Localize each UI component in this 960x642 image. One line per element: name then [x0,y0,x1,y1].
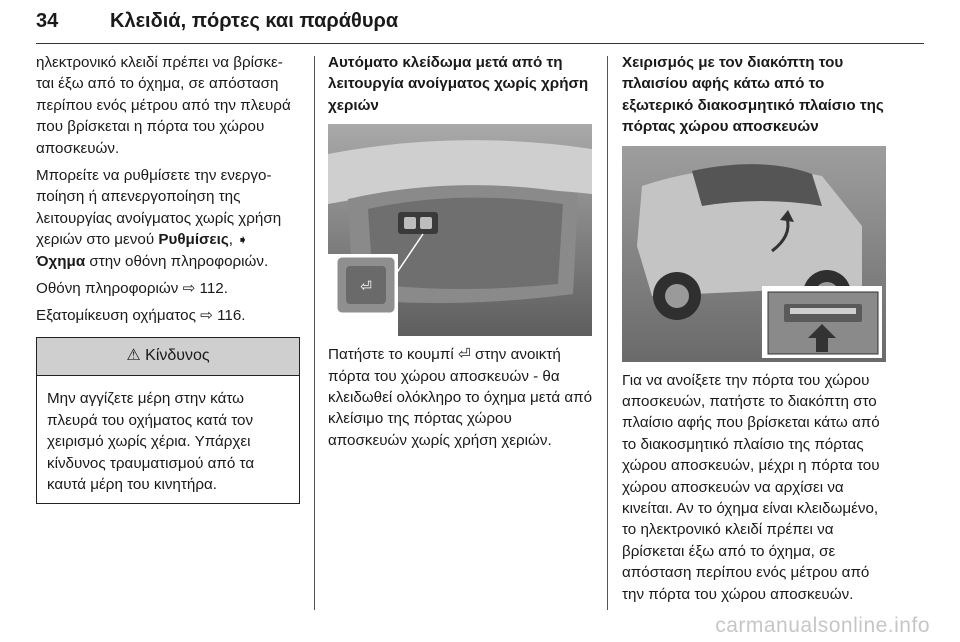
menu-vehicle-label: Όχημα [36,252,86,270]
section-heading-touch-switch: Χειρισμός με τον διακόπτη του πλαισίου αφής κάτω από το εξωτερικό διακοσμητικό πλαίσιο της πόρτας χώρου αποσκευών [622,54,884,136]
menu-arrow-icon: ➧ [237,232,249,248]
warning-title: Κίνδυνος [145,346,210,364]
lock-button-icon: ⏎ [458,346,471,364]
column-1 [36,52,300,504]
danger-warning-box [36,337,300,504]
tailgate-button-illustration [328,124,592,336]
reference-vehicle-personalisation: Εξατομίκευση οχήματος ⇨ 116. [36,307,246,325]
page-reference-icon: ⇨ [200,307,213,325]
warning-triangle-icon: ⚠ [126,346,141,364]
reference-info-display: Οθόνη πληροφοριών ⇨ 112. [36,280,228,298]
paragraph-touch-switch: Για να ανοίξετε την πόρτα του χώρου αποσκευών, πατήστε το διακόπτη στο πλαίσιο αφής που βρίσκεται κάτω από το διακοσμητικό πλαίσιο της πόρτας χώρου αποσκευών, μέχρι η πόρτα του χώρου αποσκευών να αρχίσει να κινείται. Αν το όχημα είναι κλειδωμένο, το ηλεκτρονικό κλειδί πρέπει να βρίσκεται έξω από το όχημα, σε απόσταση περίπου ενός μέτρου από την πόρτα του χώρου αποσκευών. [622,371,880,603]
column-divider-2 [607,56,608,610]
menu-settings-label: Ρυθμίσεις [158,231,229,249]
watermark: carmanualsonline.info [715,614,930,637]
column-2 [328,52,594,457]
section-heading-auto-lock: Αυτόματο κλείδωμα μετά από τη λειτουργία ανοίγματος χωρίς χρήση χεριών [328,54,589,114]
warning-text: Μην αγγίζετε μέρη στην κάτω πλευρά του οχήματος κατά τον χειρισμό χωρίς χέρια. Υπάρχει κίνδυνος τραυματισμού από τα καυτά μέρη του κινητήρα. [47,390,255,493]
svg-text:⏎: ⏎ [360,279,372,296]
page-title: Κλειδιά, πόρτες και παράθυρα [110,10,399,32]
paragraph-auto-lock: Πατήστε το κουμπί ⏎ στην ανοικτή πόρτα του χώρου αποσκευών - θα κλειδωθεί ολόκληρο το όχημα μετά από κλείσιμο της πόρτας χώρου αποσκευών χωρίς χρήση χεριών. [328,346,593,449]
warning-header [37,338,299,376]
column-3 [622,52,890,611]
tailgate-touch-switch-illustration [622,146,886,362]
paragraph-key-distance: ηλεκτρονικό κλειδί πρέπει να βρίσκε- ται έξω από το όχημα, σε απόσταση περίπου ενός μέτρου από την πλευρά που βρίσκεται η πόρτα του χώρου αποσκευών. [36,54,291,157]
paragraph-settings-menu: Μπορείτε να ρυθμίσετε την ενεργο- ποίηση ή απενεργοποίηση της λειτουργίας ανοίγματος χωρίς χρήση χεριών στο μενού Ρυθμίσεις, ➧ Όχημα στην οθόνη πληροφοριών. [36,167,282,270]
page-number: 34 [36,10,59,32]
header-divider [36,43,924,44]
page-reference-icon: ⇨ [182,280,196,298]
column-divider-1 [314,56,315,610]
